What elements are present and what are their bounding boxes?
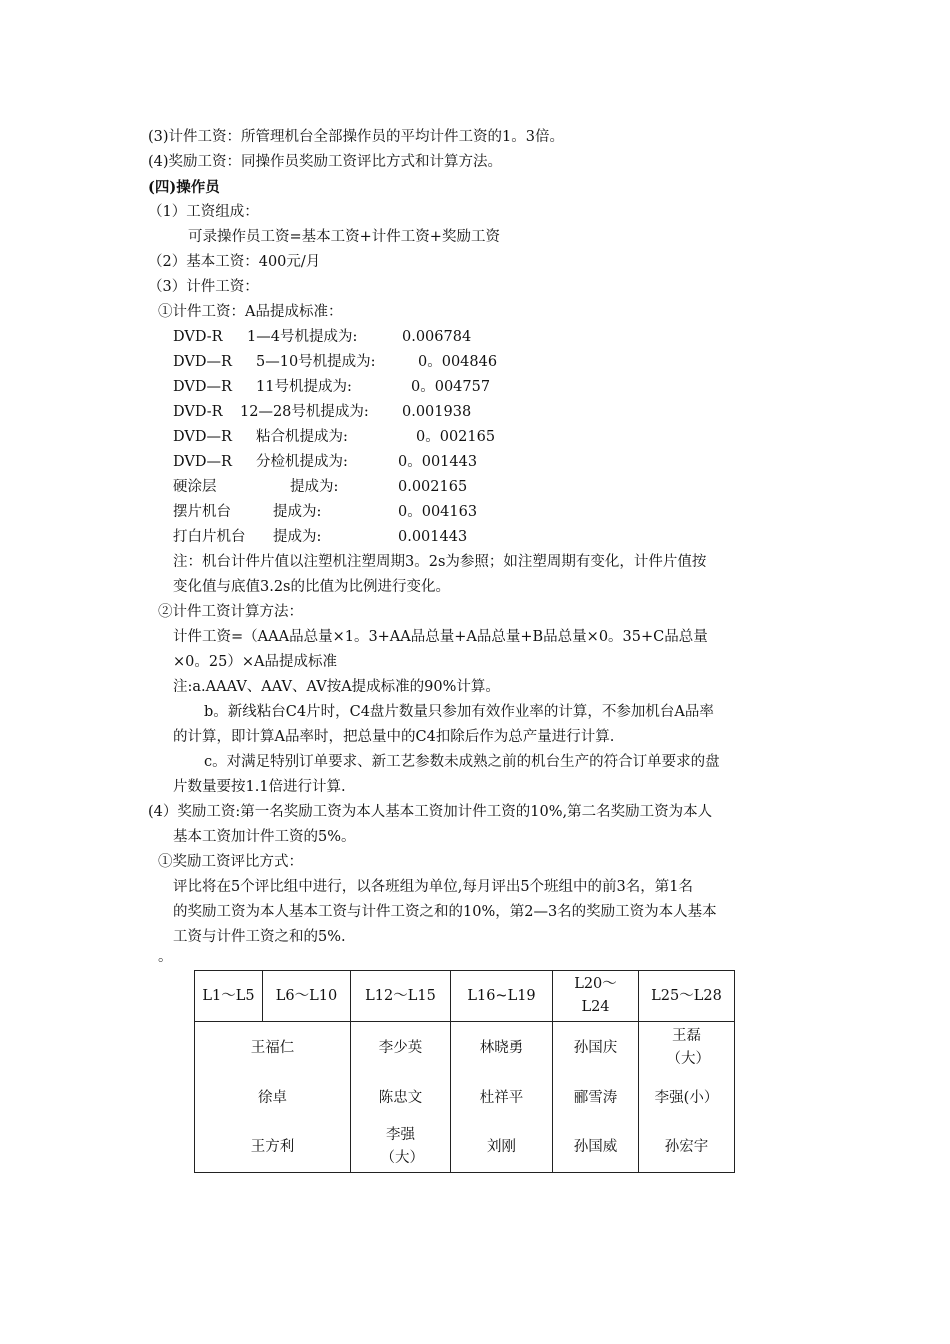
table-header-cell: L25～L28: [639, 971, 735, 1022]
rate-row: [0, 350, 950, 375]
table-cell: 王福仁: [195, 1022, 351, 1074]
rate-label: 提成为:: [273, 504, 322, 520]
rate-row: [0, 475, 950, 500]
rate-label: 提成为:: [273, 529, 322, 545]
table-cell: 李少英: [351, 1022, 451, 1074]
note-a: 注:a.AAAV、AAV、AV按A提成标准的90%计算。: [173, 679, 500, 695]
rate-row: [0, 425, 950, 450]
line-base-wage: （2）基本工资：400元/月: [148, 254, 321, 270]
rate-machine: DVD-R: [173, 404, 223, 420]
rate-machine: DVD-R: [173, 329, 223, 345]
table-header-cell: L16~L19: [451, 971, 553, 1022]
stray-period: 。: [158, 949, 173, 965]
table-cell: 林晓勇: [451, 1022, 553, 1074]
table-cell: 李强(小）: [639, 1073, 735, 1122]
rate-row: [0, 525, 950, 550]
rate-label: 12—28号机提成为:: [240, 404, 369, 420]
rate-value: 0。002165: [416, 429, 496, 445]
table-header-cell: L1～L5: [195, 971, 263, 1022]
line-bonus-method: ①奖励工资评比方式：: [158, 854, 303, 870]
table-cell: 王方利: [195, 1122, 351, 1173]
section-heading-operator: (四)操作员: [148, 179, 220, 196]
table-cell: [639, 1022, 735, 1074]
line-piecework-heading: （3）计件工资：: [148, 279, 259, 295]
note-line-1: 注：机台计件片值以注塑机注塑周期3。2s为参照；如注塑周期有变化，计件片值按: [173, 554, 707, 570]
rate-label: 1—4号机提成为:: [247, 329, 358, 345]
table-cell-text: 王磊（大）: [666, 1027, 710, 1067]
rate-value: 0.001443: [398, 529, 468, 545]
table-cell: 徐卓: [195, 1073, 351, 1122]
rate-label: 11号机提成为:: [256, 379, 352, 395]
table-row: [195, 1122, 735, 1173]
line-bonus-wage: (4)奖励工资：同操作员奖励工资评比方式和计算方法。: [148, 154, 503, 170]
rate-value: 0。004757: [411, 379, 491, 395]
rate-machine: DVD—R: [173, 454, 232, 470]
rate-machine: 打白片机台: [173, 529, 246, 545]
table-row: [195, 1022, 735, 1074]
rate-machine: DVD—R: [173, 429, 232, 445]
rate-row: [0, 450, 950, 475]
note-line-2: 变化值与底值3.2s的比值为比例进行变化。: [173, 579, 450, 595]
line-bonus-2: 基本工资加计件工资的5%。: [173, 829, 356, 845]
table-cell: [351, 1122, 451, 1173]
table-cell: 杜祥平: [451, 1073, 553, 1122]
rate-value: 0。001443: [398, 454, 478, 470]
rate-label: 分检机提成为:: [256, 454, 348, 470]
group-table: [194, 970, 735, 1173]
line-a-grade-standard: ①计件工资：A品提成标准：: [158, 304, 343, 320]
line-piecework-wage: (3)计件工资：所管理机台全部操作员的平均计件工资的1。3倍。: [148, 129, 564, 145]
line-bonus-desc-3: 工资与计件工资之和的5%.: [173, 929, 346, 945]
rate-value: 0.001938: [402, 404, 472, 420]
table-cell: 孙宏宇: [639, 1122, 735, 1173]
table-row: [195, 1073, 735, 1122]
rate-value: 0.002165: [398, 479, 468, 495]
table-cell: 郦雪涛: [553, 1073, 639, 1122]
note-c-1: c。对满足特别订单要求、新工艺参数未成熟之前的机台生产的符合订单要求的盘: [204, 754, 720, 770]
line-calc-method: ②计件工资计算方法：: [158, 604, 303, 620]
line-wage-composition: （1）工资组成：: [148, 204, 259, 220]
rate-machine: 硬涂层: [173, 479, 217, 495]
rate-label: 粘合机提成为:: [256, 429, 348, 445]
table-cell-text: 李强（大）: [380, 1127, 424, 1166]
table-header-cell: L12～L15: [351, 971, 451, 1022]
rate-row: [0, 375, 950, 400]
rate-machine: DVD—R: [173, 379, 232, 395]
rate-value: 0。004163: [398, 504, 478, 520]
rate-value: 0.006784: [402, 329, 472, 345]
rate-label: 5—10号机提成为:: [256, 354, 376, 370]
line-calc-formula-1: 计件工资=（AAA品总量×1。3+AA品总量+A品总量+B品总量×0。35+C品总量: [173, 629, 708, 645]
rate-row: [0, 400, 950, 425]
rate-machine: DVD—R: [173, 354, 232, 370]
rate-value: 0。004846: [418, 354, 498, 370]
note-c-2: 片数量要按1.1倍进行计算.: [173, 779, 346, 795]
table-cell: 孙国庆: [553, 1022, 639, 1074]
table-cell: 孙国威: [553, 1122, 639, 1173]
table-cell: 刘刚: [451, 1122, 553, 1173]
rate-row: [0, 500, 950, 525]
note-b-1: b。新线粘台C4片时，C4盘片数量只参加有效作业率的计算，不参加机台A品率: [204, 704, 714, 720]
line-bonus-desc-1: 评比将在5个评比组中进行，以各班组为单位,每月评出5个班组中的前3名，第1名: [173, 879, 694, 895]
rate-label: 提成为:: [290, 479, 339, 495]
table-header-cell: L6～L10: [263, 971, 351, 1022]
table-header-row: [195, 971, 735, 1022]
table-cell: 陈忠文: [351, 1073, 451, 1122]
line-calc-formula-2: ×0。25）×A品提成标准: [173, 654, 337, 670]
line-bonus-desc-2: 的奖励工资为本人基本工资与计件工资之和的10%，第2—3名的奖励工资为本人基本: [173, 904, 717, 920]
note-b-2: 的计算，即计算A品率时，把总量中的C4扣除后作为总产量进行计算.: [173, 729, 615, 745]
rate-row: [0, 325, 950, 350]
table-header-cell: [553, 971, 639, 1022]
table-header-text: L20～L24: [574, 976, 617, 1015]
rate-machine: 摆片机台: [173, 504, 231, 520]
line-wage-formula: 可录操作员工资=基本工资+计件工资+奖励工资: [188, 229, 500, 245]
line-bonus-1: (4）奖励工资:第一名奖励工资为本人基本工资加计件工资的10%,第二名奖励工资为本人: [148, 804, 713, 820]
